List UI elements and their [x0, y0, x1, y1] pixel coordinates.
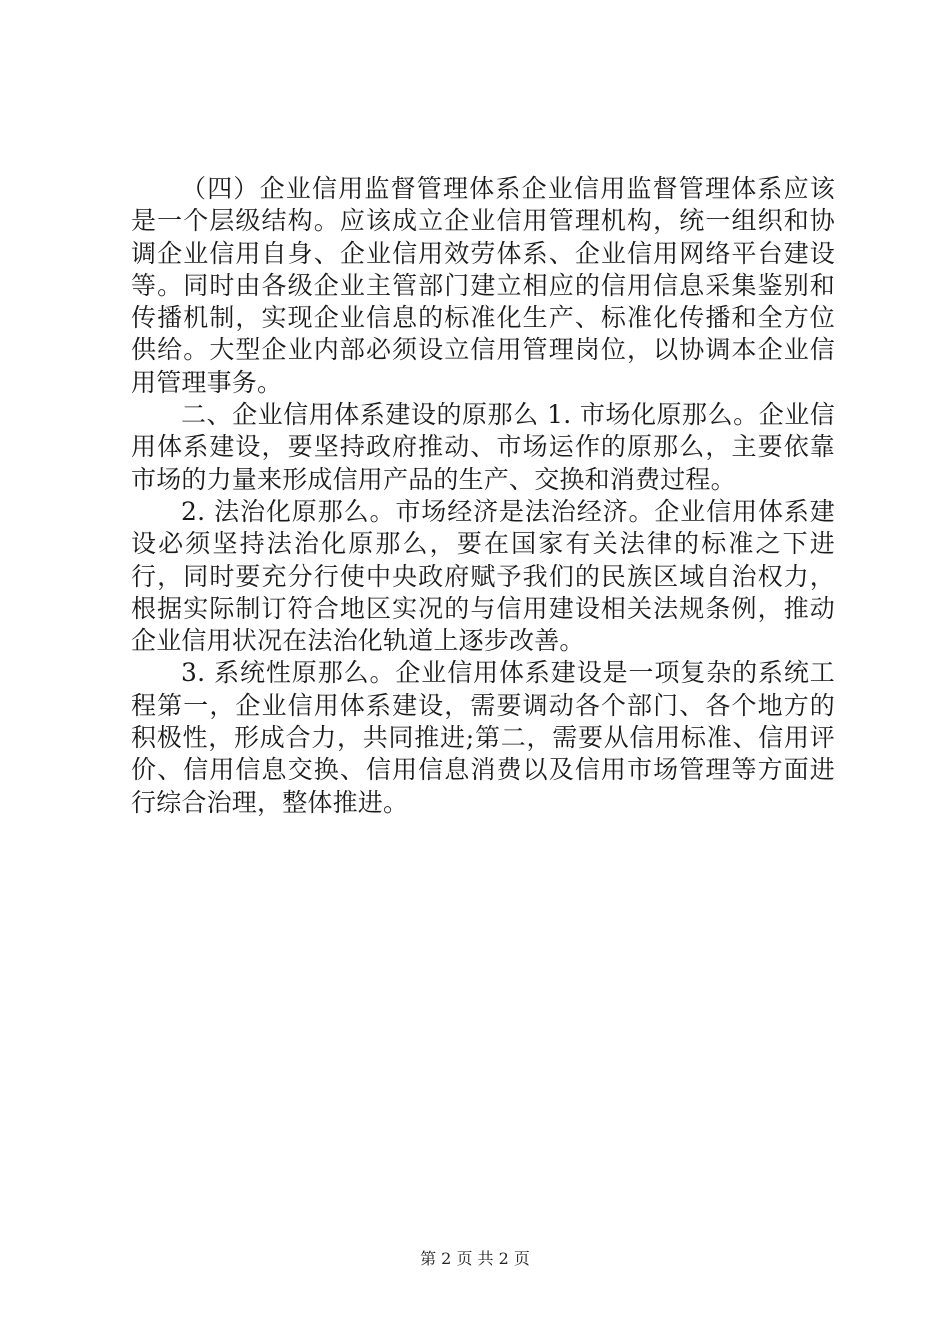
paragraph-systematic-principle: 3. 系统性原那么。企业信用体系建设是一项复杂的系统工程第一，企业信用体系建设，需要调动各个部门、各个地方的积极性，形成合力，共同推进;第二，需要从信用标准、信用评价、信用信息交换、信用信息消费以及信用市场管理等方面进行综合治理，整体推进。: [131, 658, 835, 817]
page-number-footer: 第 2 页 共 2 页: [420, 1249, 530, 1268]
paragraph-rule-of-law-principle: 2. 法治化原那么。市场经济是法治经济。企业信用体系建设必须坚持法治化原那么，要在国家有关法律的标准之下进行，同时要充分行使中央政府赋予我们的民族区域自治权力，根据实际制订符合地区实况的与信用建设相关法规条例，推动企业信用状况在法治化轨道上逐步改善。: [131, 496, 835, 656]
document-body: [131, 173, 835, 819]
paragraph-market-principle: 二、企业信用体系建设的原那么 1. 市场化原那么。企业信用体系建设，要坚持政府推动、市场运作的原那么，主要依靠市场的力量来形成信用产品的生产、交换和消费过程。: [131, 400, 835, 494]
paragraph-enterprise-credit-supervision: （四）企业信用监督管理体系企业信用监督管理体系应该是一个层级结构。应该成立企业信用管理机构，统一组织和协调企业信用自身、企业信用效劳体系、企业信用网络平台建设等。同时由各级企业主管部门建立相应的信用信息采集鉴别和传播机制，实现企业信息的标准化生产、标准化传播和全方位供给。大型企业内部必须设立信用管理岗位，以协调本企业信用管理事务。: [131, 174, 835, 397]
